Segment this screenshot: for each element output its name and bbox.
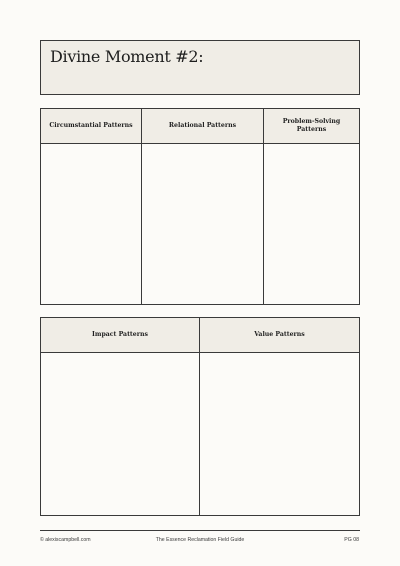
footer-website: © alexiscampbell.com xyxy=(40,537,91,543)
column-header-value: Value Patterns xyxy=(200,318,359,353)
patterns-table-1 xyxy=(40,108,360,305)
impact-input-area[interactable] xyxy=(41,353,200,515)
relational-input-area[interactable] xyxy=(142,144,264,304)
circumstantial-input-area[interactable] xyxy=(41,144,142,304)
column-header-circumstantial: Circumstantial Patterns xyxy=(41,109,142,144)
column-header-problem-solving: Problem-Solving Patterns xyxy=(264,109,359,144)
title-box xyxy=(40,40,360,95)
problem-solving-input-area[interactable] xyxy=(264,144,359,304)
footer-guide-title: The Essence Reclamation Field Guide xyxy=(155,537,245,543)
value-input-area[interactable] xyxy=(200,353,359,515)
footer-page-number: PG 08 xyxy=(344,537,359,543)
footer-divider xyxy=(40,530,360,531)
column-header-relational: Relational Patterns xyxy=(142,109,264,144)
column-header-impact: Impact Patterns xyxy=(41,318,200,353)
patterns-table-2 xyxy=(40,317,360,516)
page-title: Divine Moment #2: xyxy=(50,47,204,66)
